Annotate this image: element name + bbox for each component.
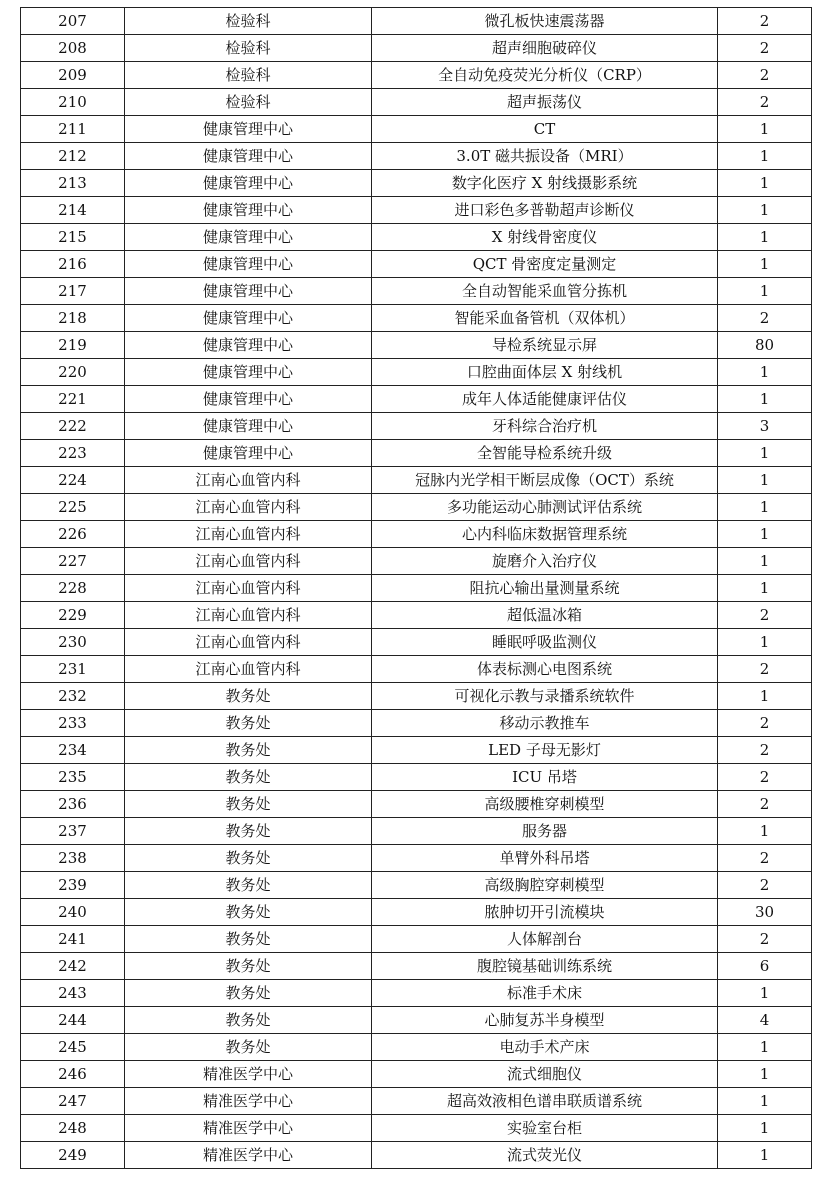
equipment-name-cell: 3.0T 磁共振设备（MRI） bbox=[372, 143, 718, 170]
row-number-cell: 242 bbox=[21, 953, 125, 980]
department-cell: 健康管理中心 bbox=[125, 413, 372, 440]
row-number-cell: 247 bbox=[21, 1088, 125, 1115]
table-row bbox=[21, 62, 812, 89]
row-number-cell: 226 bbox=[21, 521, 125, 548]
quantity-cell: 2 bbox=[718, 791, 812, 818]
department-cell: 江南心血管内科 bbox=[125, 548, 372, 575]
department-cell: 健康管理中心 bbox=[125, 251, 372, 278]
department-cell: 江南心血管内科 bbox=[125, 656, 372, 683]
table-row bbox=[21, 521, 812, 548]
quantity-cell: 2 bbox=[718, 656, 812, 683]
equipment-name-cell: 全智能导检系统升级 bbox=[372, 440, 718, 467]
equipment-name-cell: 腹腔镜基础训练系统 bbox=[372, 953, 718, 980]
equipment-list-page bbox=[20, 7, 811, 1169]
equipment-name-cell: 冠脉内光学相干断层成像（OCT）系统 bbox=[372, 467, 718, 494]
equipment-name-cell: 全自动免疫荧光分析仪（CRP） bbox=[372, 62, 718, 89]
quantity-cell: 1 bbox=[718, 143, 812, 170]
equipment-name-cell: CT bbox=[372, 116, 718, 143]
equipment-name-cell: QCT 骨密度定量测定 bbox=[372, 251, 718, 278]
equipment-name-cell: 人体解剖台 bbox=[372, 926, 718, 953]
row-number-cell: 235 bbox=[21, 764, 125, 791]
department-cell: 健康管理中心 bbox=[125, 116, 372, 143]
row-number-cell: 218 bbox=[21, 305, 125, 332]
quantity-cell: 1 bbox=[718, 980, 812, 1007]
table-row bbox=[21, 980, 812, 1007]
equipment-name-cell: 旋磨介入治疗仪 bbox=[372, 548, 718, 575]
table-row bbox=[21, 8, 812, 35]
equipment-name-cell: ICU 吊塔 bbox=[372, 764, 718, 791]
table-row bbox=[21, 143, 812, 170]
row-number-cell: 248 bbox=[21, 1115, 125, 1142]
table-row bbox=[21, 791, 812, 818]
quantity-cell: 1 bbox=[718, 440, 812, 467]
table-row bbox=[21, 872, 812, 899]
department-cell: 精准医学中心 bbox=[125, 1088, 372, 1115]
table-row bbox=[21, 359, 812, 386]
department-cell: 教务处 bbox=[125, 1034, 372, 1061]
table-row bbox=[21, 737, 812, 764]
row-number-cell: 228 bbox=[21, 575, 125, 602]
equipment-name-cell: 体表标测心电图系统 bbox=[372, 656, 718, 683]
table-row bbox=[21, 818, 812, 845]
equipment-name-cell: 脓肿切开引流模块 bbox=[372, 899, 718, 926]
department-cell: 健康管理中心 bbox=[125, 278, 372, 305]
quantity-cell: 1 bbox=[718, 1088, 812, 1115]
row-number-cell: 213 bbox=[21, 170, 125, 197]
equipment-name-cell: 超低温冰箱 bbox=[372, 602, 718, 629]
row-number-cell: 207 bbox=[21, 8, 125, 35]
quantity-cell: 1 bbox=[718, 359, 812, 386]
quantity-cell: 2 bbox=[718, 89, 812, 116]
equipment-name-cell: 心内科临床数据管理系统 bbox=[372, 521, 718, 548]
quantity-cell: 2 bbox=[718, 8, 812, 35]
department-cell: 教务处 bbox=[125, 926, 372, 953]
equipment-name-cell: 流式细胞仪 bbox=[372, 1061, 718, 1088]
table-row bbox=[21, 1034, 812, 1061]
quantity-cell: 1 bbox=[718, 548, 812, 575]
quantity-cell: 1 bbox=[718, 116, 812, 143]
table-row bbox=[21, 305, 812, 332]
department-cell: 教务处 bbox=[125, 683, 372, 710]
table-row bbox=[21, 1142, 812, 1169]
quantity-cell: 6 bbox=[718, 953, 812, 980]
table-row bbox=[21, 89, 812, 116]
row-number-cell: 208 bbox=[21, 35, 125, 62]
quantity-cell: 30 bbox=[718, 899, 812, 926]
department-cell: 江南心血管内科 bbox=[125, 494, 372, 521]
equipment-name-cell: 进口彩色多普勒超声诊断仪 bbox=[372, 197, 718, 224]
quantity-cell: 2 bbox=[718, 35, 812, 62]
table-row bbox=[21, 467, 812, 494]
row-number-cell: 245 bbox=[21, 1034, 125, 1061]
row-number-cell: 216 bbox=[21, 251, 125, 278]
quantity-cell: 1 bbox=[718, 575, 812, 602]
department-cell: 教务处 bbox=[125, 818, 372, 845]
row-number-cell: 241 bbox=[21, 926, 125, 953]
department-cell: 江南心血管内科 bbox=[125, 575, 372, 602]
row-number-cell: 238 bbox=[21, 845, 125, 872]
quantity-cell: 1 bbox=[718, 251, 812, 278]
quantity-cell: 2 bbox=[718, 845, 812, 872]
row-number-cell: 211 bbox=[21, 116, 125, 143]
department-cell: 江南心血管内科 bbox=[125, 629, 372, 656]
quantity-cell: 2 bbox=[718, 602, 812, 629]
quantity-cell: 1 bbox=[718, 467, 812, 494]
equipment-name-cell: 成年人体适能健康评估仪 bbox=[372, 386, 718, 413]
row-number-cell: 214 bbox=[21, 197, 125, 224]
table-row bbox=[21, 278, 812, 305]
quantity-cell: 2 bbox=[718, 926, 812, 953]
quantity-cell: 1 bbox=[718, 1034, 812, 1061]
row-number-cell: 234 bbox=[21, 737, 125, 764]
equipment-name-cell: 单臂外科吊塔 bbox=[372, 845, 718, 872]
row-number-cell: 225 bbox=[21, 494, 125, 521]
table-row bbox=[21, 710, 812, 737]
table-row bbox=[21, 494, 812, 521]
quantity-cell: 1 bbox=[718, 1115, 812, 1142]
department-cell: 精准医学中心 bbox=[125, 1061, 372, 1088]
equipment-name-cell: 超声振荡仪 bbox=[372, 89, 718, 116]
department-cell: 江南心血管内科 bbox=[125, 467, 372, 494]
equipment-name-cell: LED 子母无影灯 bbox=[372, 737, 718, 764]
row-number-cell: 212 bbox=[21, 143, 125, 170]
department-cell: 教务处 bbox=[125, 845, 372, 872]
table-row bbox=[21, 602, 812, 629]
table-row bbox=[21, 683, 812, 710]
quantity-cell: 1 bbox=[718, 1061, 812, 1088]
row-number-cell: 239 bbox=[21, 872, 125, 899]
equipment-name-cell: 牙科综合治疗机 bbox=[372, 413, 718, 440]
row-number-cell: 243 bbox=[21, 980, 125, 1007]
quantity-cell: 1 bbox=[718, 1142, 812, 1169]
department-cell: 健康管理中心 bbox=[125, 170, 372, 197]
equipment-name-cell: 可视化示教与录播系统软件 bbox=[372, 683, 718, 710]
equipment-name-cell: 微孔板快速震荡器 bbox=[372, 8, 718, 35]
department-cell: 教务处 bbox=[125, 980, 372, 1007]
quantity-cell: 1 bbox=[718, 278, 812, 305]
quantity-cell: 1 bbox=[718, 224, 812, 251]
department-cell: 精准医学中心 bbox=[125, 1115, 372, 1142]
department-cell: 江南心血管内科 bbox=[125, 521, 372, 548]
equipment-table-body bbox=[21, 8, 812, 1169]
table-row bbox=[21, 332, 812, 359]
table-row bbox=[21, 1088, 812, 1115]
department-cell: 健康管理中心 bbox=[125, 305, 372, 332]
table-row bbox=[21, 1115, 812, 1142]
quantity-cell: 2 bbox=[718, 62, 812, 89]
row-number-cell: 231 bbox=[21, 656, 125, 683]
row-number-cell: 223 bbox=[21, 440, 125, 467]
table-row bbox=[21, 440, 812, 467]
department-cell: 教务处 bbox=[125, 710, 372, 737]
row-number-cell: 224 bbox=[21, 467, 125, 494]
quantity-cell: 1 bbox=[718, 818, 812, 845]
row-number-cell: 233 bbox=[21, 710, 125, 737]
quantity-cell: 4 bbox=[718, 1007, 812, 1034]
equipment-name-cell: 电动手术产床 bbox=[372, 1034, 718, 1061]
department-cell: 教务处 bbox=[125, 899, 372, 926]
quantity-cell: 3 bbox=[718, 413, 812, 440]
table-row bbox=[21, 1061, 812, 1088]
table-row bbox=[21, 1007, 812, 1034]
quantity-cell: 80 bbox=[718, 332, 812, 359]
row-number-cell: 244 bbox=[21, 1007, 125, 1034]
quantity-cell: 2 bbox=[718, 764, 812, 791]
equipment-name-cell: 超声细胞破碎仪 bbox=[372, 35, 718, 62]
row-number-cell: 246 bbox=[21, 1061, 125, 1088]
table-row bbox=[21, 386, 812, 413]
equipment-name-cell: 实验室台柜 bbox=[372, 1115, 718, 1142]
department-cell: 检验科 bbox=[125, 89, 372, 116]
table-row bbox=[21, 170, 812, 197]
table-row bbox=[21, 575, 812, 602]
equipment-name-cell: 流式荧光仪 bbox=[372, 1142, 718, 1169]
equipment-name-cell: 口腔曲面体层 X 射线机 bbox=[372, 359, 718, 386]
department-cell: 教务处 bbox=[125, 953, 372, 980]
department-cell: 江南心血管内科 bbox=[125, 602, 372, 629]
equipment-table bbox=[20, 7, 812, 1169]
table-row bbox=[21, 197, 812, 224]
row-number-cell: 209 bbox=[21, 62, 125, 89]
row-number-cell: 229 bbox=[21, 602, 125, 629]
row-number-cell: 221 bbox=[21, 386, 125, 413]
equipment-name-cell: 数字化医疗 X 射线摄影系统 bbox=[372, 170, 718, 197]
table-row bbox=[21, 899, 812, 926]
row-number-cell: 217 bbox=[21, 278, 125, 305]
quantity-cell: 1 bbox=[718, 386, 812, 413]
table-row bbox=[21, 251, 812, 278]
row-number-cell: 219 bbox=[21, 332, 125, 359]
row-number-cell: 230 bbox=[21, 629, 125, 656]
department-cell: 教务处 bbox=[125, 791, 372, 818]
quantity-cell: 1 bbox=[718, 521, 812, 548]
department-cell: 教务处 bbox=[125, 872, 372, 899]
row-number-cell: 236 bbox=[21, 791, 125, 818]
quantity-cell: 2 bbox=[718, 737, 812, 764]
department-cell: 健康管理中心 bbox=[125, 143, 372, 170]
row-number-cell: 240 bbox=[21, 899, 125, 926]
equipment-name-cell: 多功能运动心肺测试评估系统 bbox=[372, 494, 718, 521]
equipment-name-cell: 高级胸腔穿刺模型 bbox=[372, 872, 718, 899]
equipment-name-cell: 移动示教推车 bbox=[372, 710, 718, 737]
table-row bbox=[21, 953, 812, 980]
row-number-cell: 232 bbox=[21, 683, 125, 710]
quantity-cell: 1 bbox=[718, 494, 812, 521]
quantity-cell: 1 bbox=[718, 170, 812, 197]
row-number-cell: 210 bbox=[21, 89, 125, 116]
quantity-cell: 1 bbox=[718, 197, 812, 224]
department-cell: 健康管理中心 bbox=[125, 359, 372, 386]
table-row bbox=[21, 845, 812, 872]
table-row bbox=[21, 413, 812, 440]
department-cell: 检验科 bbox=[125, 62, 372, 89]
equipment-name-cell: 全自动智能采血管分拣机 bbox=[372, 278, 718, 305]
department-cell: 健康管理中心 bbox=[125, 440, 372, 467]
table-row bbox=[21, 764, 812, 791]
equipment-name-cell: 服务器 bbox=[372, 818, 718, 845]
equipment-name-cell: X 射线骨密度仪 bbox=[372, 224, 718, 251]
equipment-name-cell: 阻抗心输出量测量系统 bbox=[372, 575, 718, 602]
row-number-cell: 249 bbox=[21, 1142, 125, 1169]
equipment-name-cell: 导检系统显示屏 bbox=[372, 332, 718, 359]
equipment-name-cell: 标准手术床 bbox=[372, 980, 718, 1007]
department-cell: 精准医学中心 bbox=[125, 1142, 372, 1169]
department-cell: 健康管理中心 bbox=[125, 224, 372, 251]
quantity-cell: 2 bbox=[718, 305, 812, 332]
equipment-name-cell: 睡眠呼吸监测仪 bbox=[372, 629, 718, 656]
quantity-cell: 2 bbox=[718, 710, 812, 737]
table-row bbox=[21, 926, 812, 953]
row-number-cell: 222 bbox=[21, 413, 125, 440]
department-cell: 健康管理中心 bbox=[125, 197, 372, 224]
department-cell: 教务处 bbox=[125, 764, 372, 791]
equipment-name-cell: 超高效液相色谱串联质谱系统 bbox=[372, 1088, 718, 1115]
department-cell: 教务处 bbox=[125, 737, 372, 764]
table-row bbox=[21, 629, 812, 656]
table-row bbox=[21, 656, 812, 683]
quantity-cell: 1 bbox=[718, 683, 812, 710]
table-row bbox=[21, 35, 812, 62]
department-cell: 检验科 bbox=[125, 8, 372, 35]
department-cell: 健康管理中心 bbox=[125, 332, 372, 359]
row-number-cell: 220 bbox=[21, 359, 125, 386]
table-row bbox=[21, 116, 812, 143]
equipment-name-cell: 高级腰椎穿刺模型 bbox=[372, 791, 718, 818]
row-number-cell: 237 bbox=[21, 818, 125, 845]
row-number-cell: 215 bbox=[21, 224, 125, 251]
quantity-cell: 1 bbox=[718, 629, 812, 656]
department-cell: 检验科 bbox=[125, 35, 372, 62]
department-cell: 健康管理中心 bbox=[125, 386, 372, 413]
table-row bbox=[21, 224, 812, 251]
equipment-name-cell: 智能采血备管机（双体机） bbox=[372, 305, 718, 332]
equipment-name-cell: 心肺复苏半身模型 bbox=[372, 1007, 718, 1034]
row-number-cell: 227 bbox=[21, 548, 125, 575]
table-row bbox=[21, 548, 812, 575]
department-cell: 教务处 bbox=[125, 1007, 372, 1034]
quantity-cell: 2 bbox=[718, 872, 812, 899]
